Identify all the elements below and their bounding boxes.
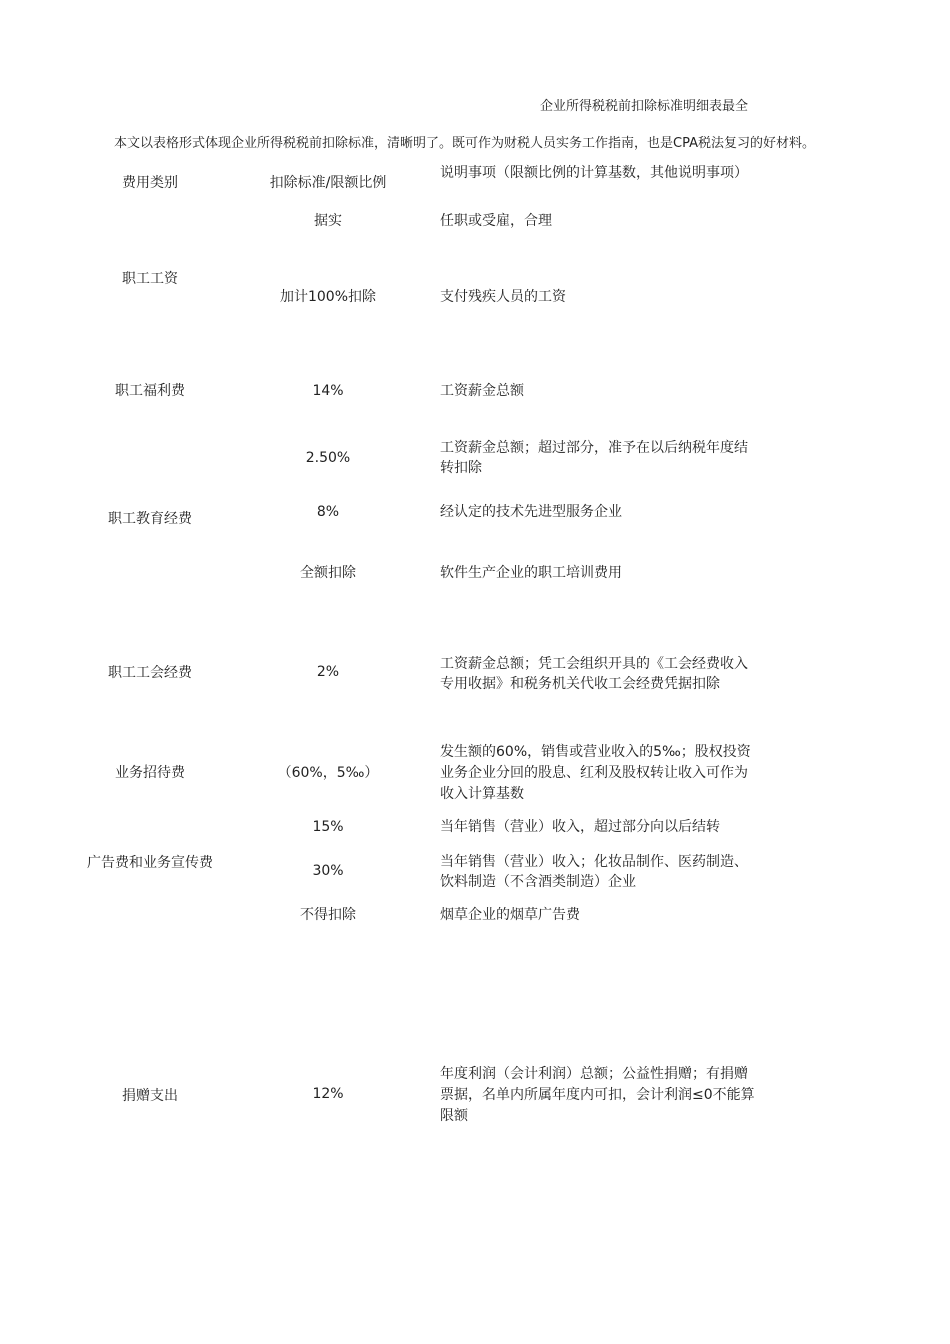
header-category: 费用类别 (122, 175, 178, 191)
note-cell: 烟草企业的烟草广告费 (440, 907, 580, 923)
document-title: 企业所得税税前扣除标准明细表最全 (540, 99, 749, 114)
standard-cell: 2.50% (305, 450, 351, 466)
category-cell: 广告费和业务宣传费 (87, 855, 213, 871)
note-cell: 年度利润（会计利润）总额；公益性捐赠；有捐赠票据，名单内所属年度内可扣，会计利润≤0不能算限额 (440, 1066, 755, 1124)
header-note: 说明事项（限额比例的计算基数，其他说明事项） (440, 165, 748, 181)
standard-cell: 不得扣除 (300, 907, 356, 923)
note-cell: 当年销售（营业）收入，超过部分向以后结转 (440, 819, 720, 835)
standard-cell: 加计100%扣除 (279, 289, 377, 305)
standard-cell: 30% (312, 863, 344, 879)
note-cell: 工资薪金总额；超过部分，准予在以后纳税年度结转扣除 (440, 440, 748, 476)
category-cell: 职工福利费 (115, 383, 185, 399)
standard-cell: 据实 (314, 213, 342, 229)
note-cell: 支付残疾人员的工资 (440, 289, 566, 305)
note-cell: 发生额的60%，销售或营业收入的5‰；股权投资业务企业分回的股息、红利及股权转让收入可作为收入计算基数 (440, 744, 751, 802)
header-standard: 扣除标准/限额比例 (269, 175, 387, 191)
document-intro: 本文以表格形式体现企业所得税税前扣除标准，清晰明了。既可作为财税人员实务工作指南，也是CPA税法复习的好材料。 (114, 136, 815, 151)
standard-cell: 2% (316, 664, 340, 680)
note-cell: 当年销售（营业）收入；化妆品制作、医药制造、饮料制造（不含酒类制造）企业 (440, 854, 748, 890)
note-cell: 软件生产企业的职工培训费用 (440, 565, 622, 581)
standard-cell: 12% (312, 1086, 344, 1102)
note-cell: 经认定的技术先进型服务企业 (440, 504, 622, 520)
category-cell: 职工教育经费 (108, 511, 192, 527)
standard-cell: 全额扣除 (300, 565, 356, 581)
category-cell: 捐赠支出 (122, 1088, 178, 1104)
category-cell: 职工工会经费 (108, 665, 192, 681)
note-cell: 任职或受雇，合理 (440, 213, 552, 229)
standard-cell: 15% (312, 819, 344, 835)
standard-cell: 14% (312, 383, 344, 399)
standard-cell: 8% (316, 504, 340, 520)
standard-cell: （60%，5‰） (277, 765, 379, 781)
note-cell: 工资薪金总额 (440, 383, 524, 399)
note-cell: 工资薪金总额；凭工会组织开具的《工会经费收入专用收据》和税务机关代收工会经费凭据扣除 (440, 656, 748, 692)
category-cell: 职工工资 (122, 271, 178, 287)
category-cell: 业务招待费 (115, 765, 185, 781)
